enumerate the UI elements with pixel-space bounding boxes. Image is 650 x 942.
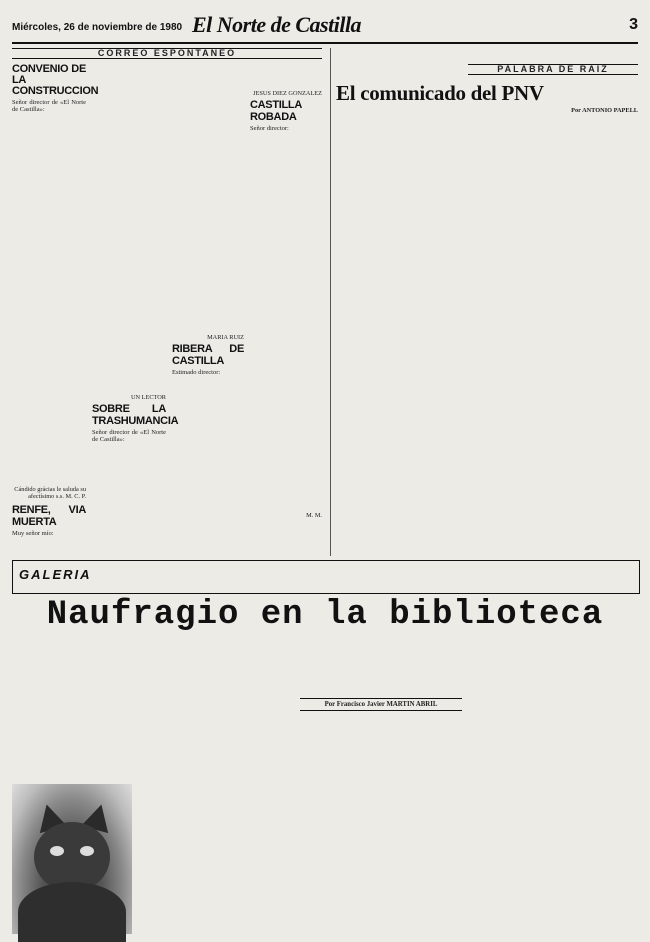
column-4	[250, 64, 322, 554]
issue-date: Miércoles, 26 de noviembre de 1980	[12, 22, 183, 33]
article-title-ribera: RIBERA DE CASTILLA	[172, 343, 244, 368]
galeria-banner	[12, 560, 640, 594]
raiz-article-title: El comunicado del PNV	[336, 81, 544, 106]
correo-section-banner	[12, 48, 322, 59]
article-title-trashumancia: SOBRE LA TRASHUMANCIA	[92, 403, 179, 428]
column-3	[172, 64, 244, 554]
article-salutation: Señor director de «El Norte de Castilla»:	[92, 429, 166, 444]
article-title-castilla-robada: CASTILLA ROBADA	[250, 99, 302, 124]
galeria-article-title: Naufragio en la biblioteca	[46, 596, 604, 634]
masthead: El Norte de Castilla	[192, 12, 362, 37]
column-1	[12, 63, 99, 780]
column-2	[92, 64, 179, 780]
article-salutation: Estimado director:	[172, 369, 221, 377]
column-divider	[330, 48, 331, 556]
raiz-section-title: PALABRA DE RAIZ	[468, 64, 638, 75]
article-salutation: Muy señor mío:	[12, 530, 54, 538]
article-title-renfe: RENFE, VIA MUERTA	[12, 504, 86, 529]
article-salutation: Señor director de «El Norte de Castilla»:	[12, 99, 86, 114]
article-signature: Cándido grácias le saluda su afectísimo s.s. M. C. P.	[14, 486, 86, 501]
article-signature: MARIA RUIZ	[207, 334, 244, 341]
article-signature: JESUS DIEZ GONZALEZ	[253, 90, 322, 97]
article-signature: M. M.	[306, 512, 322, 520]
raiz-byline: Por ANTONIO PAPELL	[571, 107, 638, 115]
page-number: 3	[629, 16, 638, 33]
article-salutation: Señor director:	[250, 125, 289, 133]
correo-section-title: CORREO ESPONTANEO	[12, 48, 322, 59]
cat-photo	[12, 784, 132, 934]
article-signature: UN LECTOR	[130, 394, 166, 401]
galeria-byline-box	[300, 698, 462, 711]
article-title-convenio: CONVENIO DE LA CONSTRUCCION	[12, 63, 99, 97]
raiz-section	[336, 64, 638, 554]
galeria-tag: GALERIA	[19, 567, 92, 582]
galeria-byline: Por Francisco Javier MARTIN ABRIL	[300, 698, 462, 711]
page-header	[12, 10, 638, 44]
